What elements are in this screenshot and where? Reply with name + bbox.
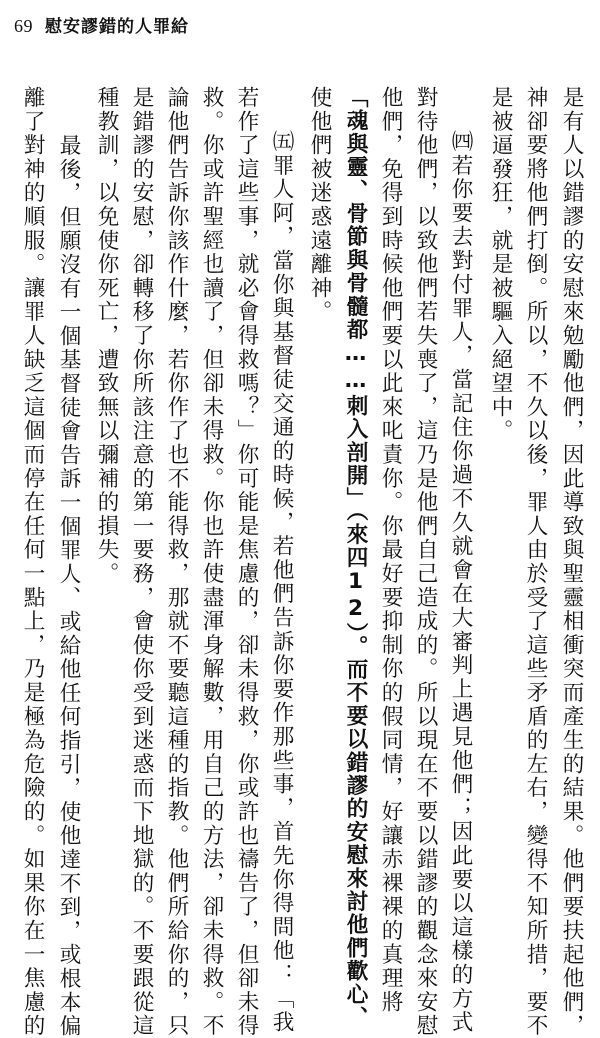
text-column: 最後，但願沒有一個基督徒會告訴一個罪人、或給他任何指引，使他達不到，或根本偏 bbox=[56, 134, 81, 1038]
text-column: 離了對神的順服。讓罪人缺乏這個而停在任何一點上，乃是極為危險的。如果你在一焦慮的 bbox=[20, 86, 45, 1038]
text-column: 若作了這些事，就必會得救嗎？」你可能是焦慮的，卻未得救，你或許也禱告了，但卻未得 bbox=[234, 86, 259, 1038]
text-column: 對待他們，以致他們若失喪了，這乃是他們自己造成的。所以現在不要以錯謬的觀念來安慰 bbox=[413, 86, 438, 1038]
scripture-quote-column: 「魂與靈、骨節與骨髓都……刺入剖開」（來四12）。而不要以錯謬的安慰來討他們歡心、 bbox=[343, 86, 368, 1030]
text-column: 救。你或許聖經也讀了，但卻未得救。你也許使盡渾身解數，用自己的方法，卻未得救。不 bbox=[199, 86, 224, 1038]
page-number: 69 bbox=[14, 16, 33, 36]
running-title: 慰安謬錯的人罪給 bbox=[45, 17, 189, 37]
text-column: 種教訓，以免使你死亡，遭致無以彌補的損失。 bbox=[94, 86, 119, 586]
text-column: 是被逼發狂，就是被驅入絕望中。 bbox=[488, 86, 513, 443]
page-header bbox=[14, 12, 189, 37]
text-column: 使他們被迷惑遠離神。 bbox=[307, 86, 332, 324]
text-column: ㈤罪人阿，當你與基督徒交通的時候，若他們告訴你要作那些事，首先你得問他：「我 bbox=[269, 130, 294, 1035]
text-column: 是有人以錯謬的安慰來勉勵他們，因此導致與聖靈相衝突而產生的結果。他們要扶起他們， bbox=[559, 86, 584, 1038]
text-column: 論他們告訴你該作什麼，若你作了也不能得救，那就不要聽這種的指教。他們所給你的，只 bbox=[164, 86, 189, 1038]
text-column: 神卻要將他們打倒。所以，不久以後，罪人由於受了這些矛盾的左右，變得不知所措，要不 bbox=[523, 86, 548, 1038]
text-column: 他們，免得到時候他們要以此來叱責你。你最好要抑制你的假同情，好讓赤裸裸的真理將 bbox=[378, 86, 403, 1015]
text-column: ㈣若你要去對付罪人，當記住你過不久就會在大審判上遇見他們；因此要以這樣的方式 bbox=[448, 130, 473, 1035]
text-column: 是錯謬的安慰，卻轉移了你所該注意的第一要務，會使你受到迷惑而下地獄的。不要跟從這 bbox=[129, 86, 154, 1038]
